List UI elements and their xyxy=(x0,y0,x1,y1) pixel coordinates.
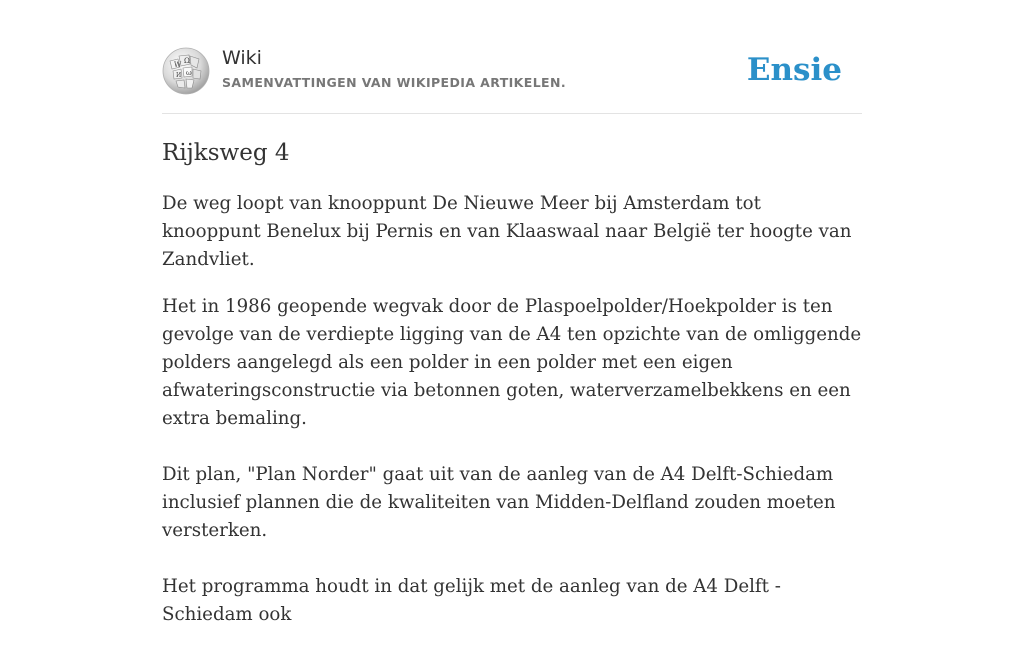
article-body xyxy=(162,190,864,648)
site-title[interactable]: Wiki xyxy=(222,47,262,69)
svg-text:ω: ω xyxy=(186,69,192,77)
svg-text:W: W xyxy=(174,61,182,69)
svg-text:Ω: Ω xyxy=(184,57,190,65)
header-divider xyxy=(162,113,862,114)
wikipedia-globe-icon[interactable] xyxy=(162,47,210,95)
article-paragraph: De weg loopt van knooppunt De Nieuwe Meer bij Amsterdam tot knooppunt Benelux bij Pernis en van Klaaswaal naar België ter hoogte van Zandvliet. xyxy=(162,193,852,270)
article-paragraph: Het in 1986 geopende wegvak door de Plaspoelpolder/Hoekpolder is ten gevolge van de verdiepte ligging van de A4 ten opzichte van de omliggende polders aangelegd als een polder in een polder met een eigen afwateringsconstructie via betonnen goten, waterverzamelbekkens en een extra bemaling. Dit plan, "Plan Norder" gaat uit van de aanleg van de A4 Delft-Schiedam inclusief plannen die de kwaliteiten van Midden-Delfland zouden moeten versterken. Het programma houdt in dat gelijk met de aanleg van de A4 Delft - Schiedam ook xyxy=(162,296,862,625)
site-header xyxy=(162,46,862,96)
svg-text:И: И xyxy=(176,72,182,79)
site-tagline: SAMENVATTINGEN VAN WIKIPEDIA ARTIKELEN. xyxy=(222,75,567,90)
brand-logo[interactable]: Ensie xyxy=(746,52,842,88)
article-title: Rijksweg 4 xyxy=(162,140,290,166)
